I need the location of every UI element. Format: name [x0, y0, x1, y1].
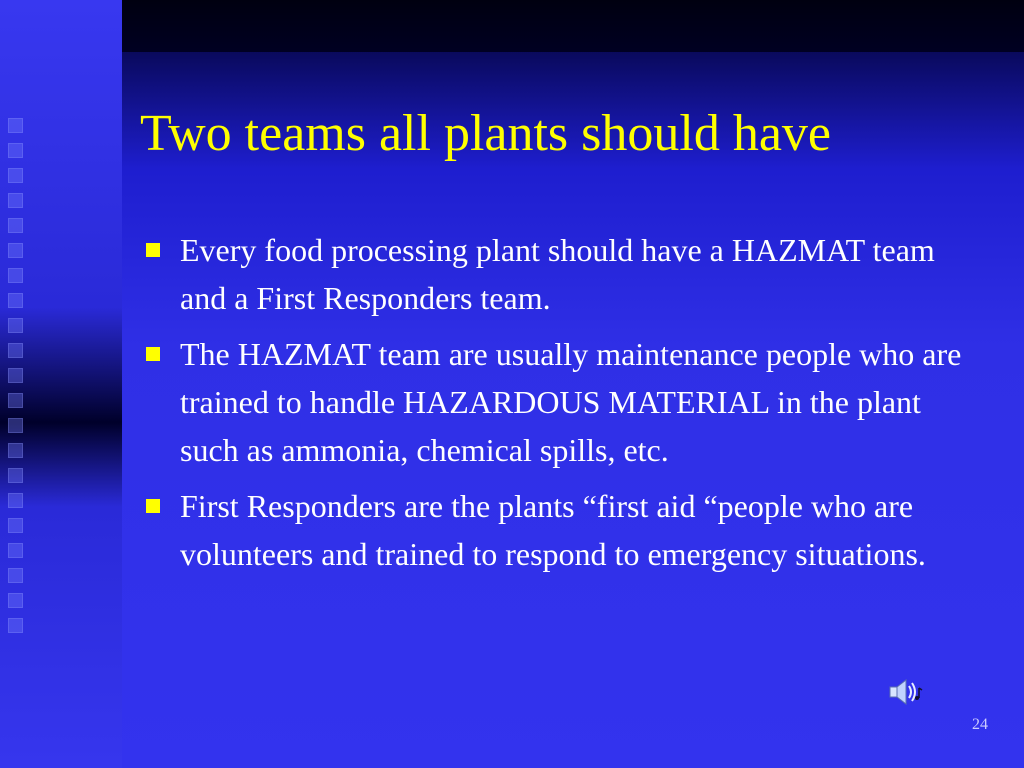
- bullet-text: Every food processing plant should have a HAZMAT team and a First Responders team.: [180, 232, 935, 316]
- decorative-squares: [8, 118, 28, 643]
- decorative-square: [8, 543, 23, 558]
- decorative-square: [8, 318, 23, 333]
- decorative-square: [8, 593, 23, 608]
- square-bullet-icon: [146, 347, 160, 361]
- decorative-square: [8, 268, 23, 283]
- speaker-icon[interactable]: [886, 674, 924, 710]
- decorative-square: [8, 493, 23, 508]
- bullet-item: [146, 330, 986, 474]
- decorative-square: [8, 193, 23, 208]
- decorative-square: [8, 368, 23, 383]
- decorative-square: [8, 518, 23, 533]
- decorative-square: [8, 468, 23, 483]
- decorative-square: [8, 118, 23, 133]
- bullet-list: [146, 226, 986, 586]
- bullet-text: The HAZMAT team are usually maintenance people who are trained to handle HAZARDOUS MATERIAL in the plant such as ammonia, chemical spills, etc.: [180, 336, 962, 468]
- decorative-square: [8, 218, 23, 233]
- slide-title: Two teams all plants should have: [140, 105, 832, 162]
- speaker-icon-graphic: [886, 674, 924, 710]
- decorative-square: [8, 418, 23, 433]
- slide-number: 24: [972, 716, 988, 733]
- bullet-text: First Responders are the plants “first aid “people who are volunteers and trained to respond to emergency situations.: [180, 488, 926, 572]
- decorative-square: [8, 143, 23, 158]
- decorative-square: [8, 343, 23, 358]
- bullet-item: [146, 226, 986, 322]
- square-bullet-icon: [146, 243, 160, 257]
- decorative-square: [8, 243, 23, 258]
- decorative-square: [8, 618, 23, 633]
- top-dark-band: [122, 0, 1024, 52]
- decorative-square: [8, 168, 23, 183]
- decorative-square: [8, 293, 23, 308]
- square-bullet-icon: [146, 499, 160, 513]
- left-decorative-strip: [0, 0, 122, 768]
- decorative-square: [8, 568, 23, 583]
- decorative-square: [8, 393, 23, 408]
- bullet-item: [146, 482, 986, 578]
- decorative-square: [8, 443, 23, 458]
